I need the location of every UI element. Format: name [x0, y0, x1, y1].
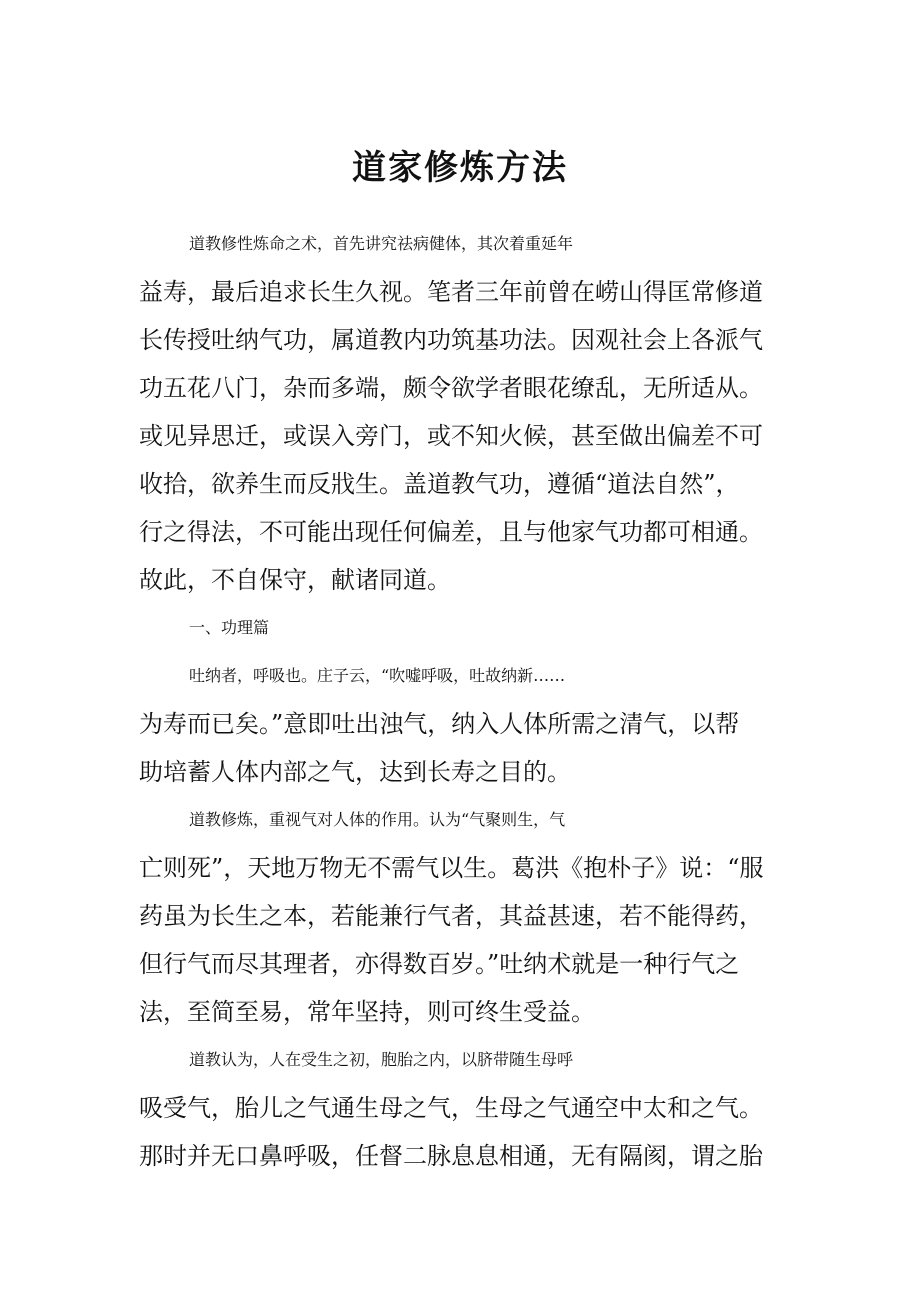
text-line: 亡则死”，天地万物无不需气以生。葛洪《抱朴子》说：“服 [139, 854, 764, 882]
text-line: 吸受气，胎儿之气通生母之气，生母之气通空中太和之气。 [139, 1094, 763, 1122]
text-line: 故此，不自保守，献诸同道。 [139, 566, 451, 594]
text-line: 助培蓄人体内部之气，达到长寿之目的。 [139, 758, 571, 786]
text-line: 那时并无口鼻呼吸，任督二脉息息相通，无有隔阂，谓之胎 [139, 1142, 763, 1170]
text-line: 行之得法，不可能出现任何偏差，且与他家气功都可相通。 [139, 518, 763, 546]
document-body [139, 220, 791, 1180]
text-line: 但行气而尽其理者，亦得数百岁。”吐纳术就是一种行气之 [139, 950, 740, 978]
text-line: 长传授吐纳气功，属道教内功筑基功法。因观社会上各派气 [139, 326, 763, 354]
text-line: 收拾，欲养生而反戕生。盖道教气功，遵循“道法自然”， [139, 470, 740, 498]
text-line: 功五花八门，杂而多端，颇令欲学者眼花缭乱，无所适从。 [139, 374, 763, 402]
text-line: 为寿而已矣。”意即吐出浊气，纳入人体所需之清气，以帮 [139, 710, 740, 738]
text-line: 益寿，最后追求长生久视。笔者三年前曾在崂山得匡常修道 [139, 278, 763, 306]
text-line: 药虽为长生之本，若能兼行气者，其益甚速，若不能得药， [139, 902, 763, 930]
text-line: 一、功理篇 [189, 618, 270, 637]
text-line: 道教修性炼命之术，首先讲究祛病健体，其次着重延年 [189, 234, 574, 253]
text-line: 吐纳者，呼吸也。庄子云，“吹嘘呼吸，吐故纳新…… [189, 666, 566, 685]
text-line: 道教认为，人在受生之初，胞胎之内，以脐带随生母呼 [189, 1050, 574, 1069]
document-title: 道家修炼方法 [352, 148, 568, 188]
text-line: 法，至简至易，常年坚持，则可终生受益。 [139, 998, 595, 1026]
text-line: 道教修炼，重视气对人体的作用。认为“气聚则生，气 [189, 810, 566, 829]
text-line: 或见异思迁，或误入旁门，或不知火候，甚至做出偏差不可 [139, 422, 763, 450]
